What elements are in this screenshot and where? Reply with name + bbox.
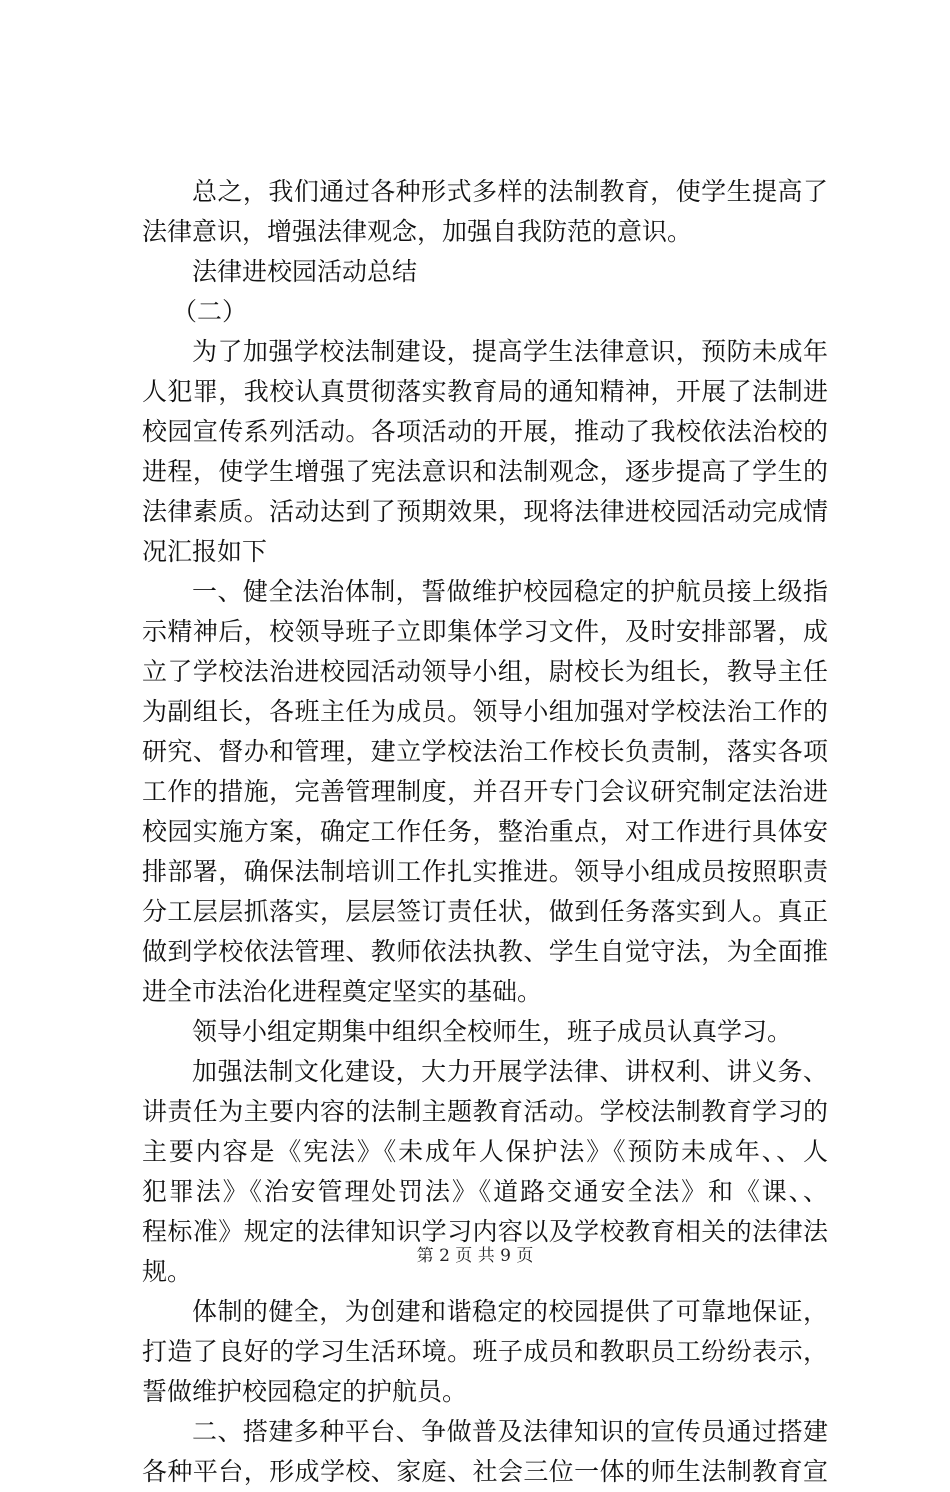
text-line: 进程，使学生增强了宪法意识和法制观念，逐步提高了学生的 bbox=[142, 457, 828, 486]
text-line: （二） bbox=[172, 297, 248, 326]
text-line: 分工层层抓落实，层层签订责任状，做到任务落实到人。真正 bbox=[142, 897, 828, 926]
body-text bbox=[142, 172, 828, 1492]
page-footer: 第 2 页 共 9 页 bbox=[416, 1246, 534, 1266]
text-line: 研究、督办和管理，建立学校法治工作校长负责制，落实各项 bbox=[142, 737, 828, 766]
text-line: 示精神后，校领导班子立即集体学习文件，及时安排部署，成 bbox=[142, 617, 828, 646]
text-line: 况汇报如下 bbox=[142, 537, 268, 566]
text-line: 工作的措施，完善管理制度，并召开专门会议研究制定法治进 bbox=[142, 777, 828, 806]
text-line: 法律进校园活动总结 bbox=[192, 257, 418, 286]
text-line: 人犯罪，我校认真贯彻落实教育局的通知精神，开展了法制进 bbox=[142, 377, 828, 406]
text-line: 讲责任为主要内容的法制主题教育活动。学校法制教育学习的 bbox=[142, 1097, 828, 1126]
text-line: 一、健全法治体制，誓做维护校园稳定的护航员接上级指 bbox=[192, 577, 828, 606]
text-line: 总之，我们通过各种形式多样的法制教育，使学生提高了 bbox=[192, 177, 828, 206]
text-line: 校园实施方案，确定工作任务，整治重点，对工作进行具体安 bbox=[142, 817, 828, 846]
text-line: 立了学校法治进校园活动领导小组，尉校长为组长，教导主任 bbox=[142, 657, 828, 686]
text-line: 校园宣传系列活动。各项活动的开展，推动了我校依法治校的 bbox=[142, 417, 828, 446]
text-line: 犯罪法》《治安管理处罚法》《道路交通安全法》和《课、、 bbox=[142, 1177, 828, 1206]
text-line: 为了加强学校法制建设，提高学生法律意识，预防未成年 bbox=[192, 337, 828, 366]
text-line: 做到学校依法管理、教师依法执教、学生自觉守法，为全面推 bbox=[142, 937, 828, 966]
text-line: 誓做维护校园稳定的护航员。 bbox=[142, 1377, 468, 1406]
text-line: 排部署，确保法制培训工作扎实推进。领导小组成员按照职责 bbox=[142, 857, 828, 886]
text-line: 二、搭建多种平台、争做普及法律知识的宣传员通过搭建 bbox=[192, 1417, 828, 1446]
text-line: 为副组长，各班主任为成员。领导小组加强对学校法治工作的 bbox=[142, 697, 828, 726]
text-line: 法律素质。活动达到了预期效果，现将法律进校园活动完成情 bbox=[142, 497, 828, 526]
text-line: 打造了良好的学习生活环境。班子成员和教职员工纷纷表示， bbox=[142, 1337, 828, 1366]
text-line: 体制的健全，为创建和谐稳定的校园提供了可靠地保证， bbox=[192, 1297, 828, 1326]
text-line: 加强法制文化建设，大力开展学法律、讲权利、讲义务、 bbox=[192, 1057, 828, 1086]
text-line: 规。 bbox=[142, 1257, 193, 1286]
text-line: 法律意识，增强法律观念，加强自我防范的意识。 bbox=[142, 217, 693, 246]
text-line: 程标准》规定的法律知识学习内容以及学校教育相关的法律法 bbox=[142, 1217, 828, 1246]
text-line: 进全市法治化进程奠定坚实的基础。 bbox=[142, 977, 543, 1006]
text-line: 各种平台，形成学校、家庭、社会三位一体的师生法制教育宣 bbox=[142, 1457, 828, 1486]
text-line: 主要内容是《宪法》《未成年人保护法》《预防未成年、、人 bbox=[142, 1137, 828, 1166]
text-line: 领导小组定期集中组织全校师生，班子成员认真学习。 bbox=[192, 1017, 793, 1046]
